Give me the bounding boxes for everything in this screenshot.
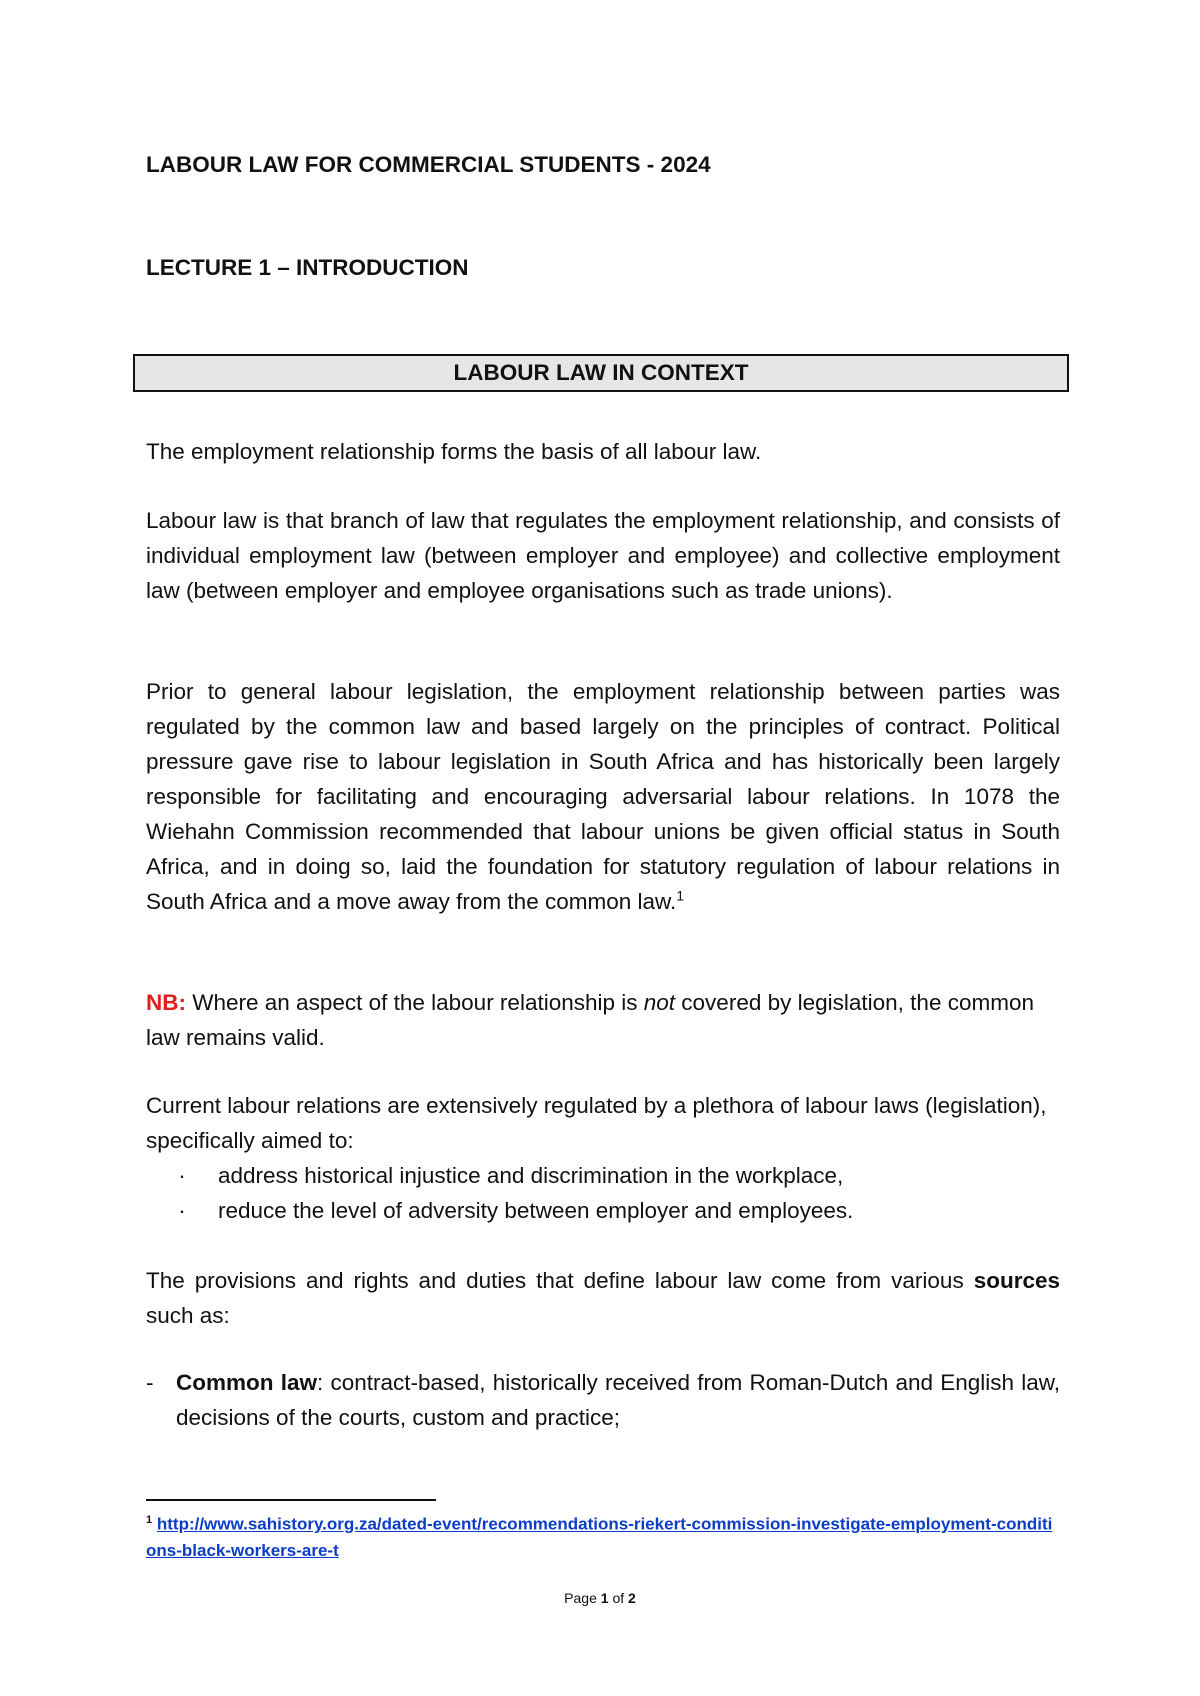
section-title: LABOUR LAW IN CONTEXT: [453, 360, 749, 385]
paragraph-1: The employment relationship forms the basis of all labour law.: [146, 439, 762, 464]
paragraph-6-text-2: such as:: [146, 1303, 230, 1328]
lecture-title: LECTURE 1 – INTRODUCTION: [146, 255, 469, 280]
nb-italic: not: [643, 990, 676, 1015]
page-total: 2: [628, 1590, 636, 1606]
footnote-link[interactable]: http://www.sahistory.org.za/dated-event/recommendations-riekert-commission-investigate-employment-conditions-black-workers-are-t: [146, 1514, 1053, 1560]
page-label: Page: [564, 1590, 601, 1606]
nb-text-2: covered by legislation, the common law remains valid.: [146, 990, 1034, 1050]
section-header-box: [133, 354, 1069, 392]
bullet-marker: ·: [178, 1198, 186, 1223]
footnote-number: 1: [146, 1514, 153, 1526]
paragraph-3-text: Prior to general labour legislation, the employment relationship between parties was regulated by the common law and based largely on the principles of contract. Political pressure gave rise to labour legislation in South Africa and has historically been largely responsible for facilitating and encouraging adversarial labour relations. In 1078 the Wiehahn Commission recommended that labour unions be given official status in South Africa, and in doing so, laid the foundation for statutory regulation of labour relations in South Africa and a move away from the common law.: [146, 679, 1060, 914]
bullet-text: address historical injustice and discrimination in the workplace,: [218, 1163, 844, 1188]
paragraph-5: Current labour relations are extensively regulated by a plethora of labour laws (legislation), specifically aimed to:: [146, 1093, 1047, 1153]
bullet-text: reduce the level of adversity between employer and employees.: [218, 1198, 854, 1223]
source-bold: Common law: [176, 1370, 317, 1395]
page-current: 1: [600, 1590, 609, 1606]
paragraph-6: [146, 1263, 1060, 1333]
paragraph-6-text-1: The provisions and rights and duties that define labour law come from various: [146, 1268, 974, 1293]
paragraph-2: Labour law is that branch of law that regulates the employment relationship, and consists of individual employment law (between employer and employee) and collective employment law (between employer and employee organisations such as trade unions).: [146, 508, 1060, 603]
dash-marker: -: [146, 1370, 154, 1395]
nb-text-1: Where an aspect of the labour relationship is: [186, 990, 644, 1015]
paragraph-6-bold: sources: [973, 1268, 1060, 1293]
list-item: [146, 1193, 1060, 1228]
source-description: : contract-based, historically received from Roman-Dutch and English law, decisions of the courts, custom and practice;: [176, 1370, 1061, 1430]
footnote-reference[interactable]: 1: [676, 887, 685, 904]
page-number: [0, 1590, 1200, 1606]
nb-paragraph: [146, 985, 1060, 1055]
bullet-list: [146, 1158, 1060, 1228]
sources-list: [146, 1365, 1060, 1435]
list-item: [146, 1365, 1060, 1435]
page-of: of: [608, 1590, 629, 1606]
paragraph-3: [146, 674, 1060, 919]
bullet-marker: ·: [178, 1163, 186, 1188]
footnote-divider: [146, 1499, 436, 1501]
footnote: [146, 1507, 1060, 1564]
list-item: [146, 1158, 1060, 1193]
source-text: [176, 1365, 1060, 1435]
course-title: LABOUR LAW FOR COMMERCIAL STUDENTS - 2024: [146, 152, 711, 177]
nb-label: NB:: [146, 990, 186, 1015]
